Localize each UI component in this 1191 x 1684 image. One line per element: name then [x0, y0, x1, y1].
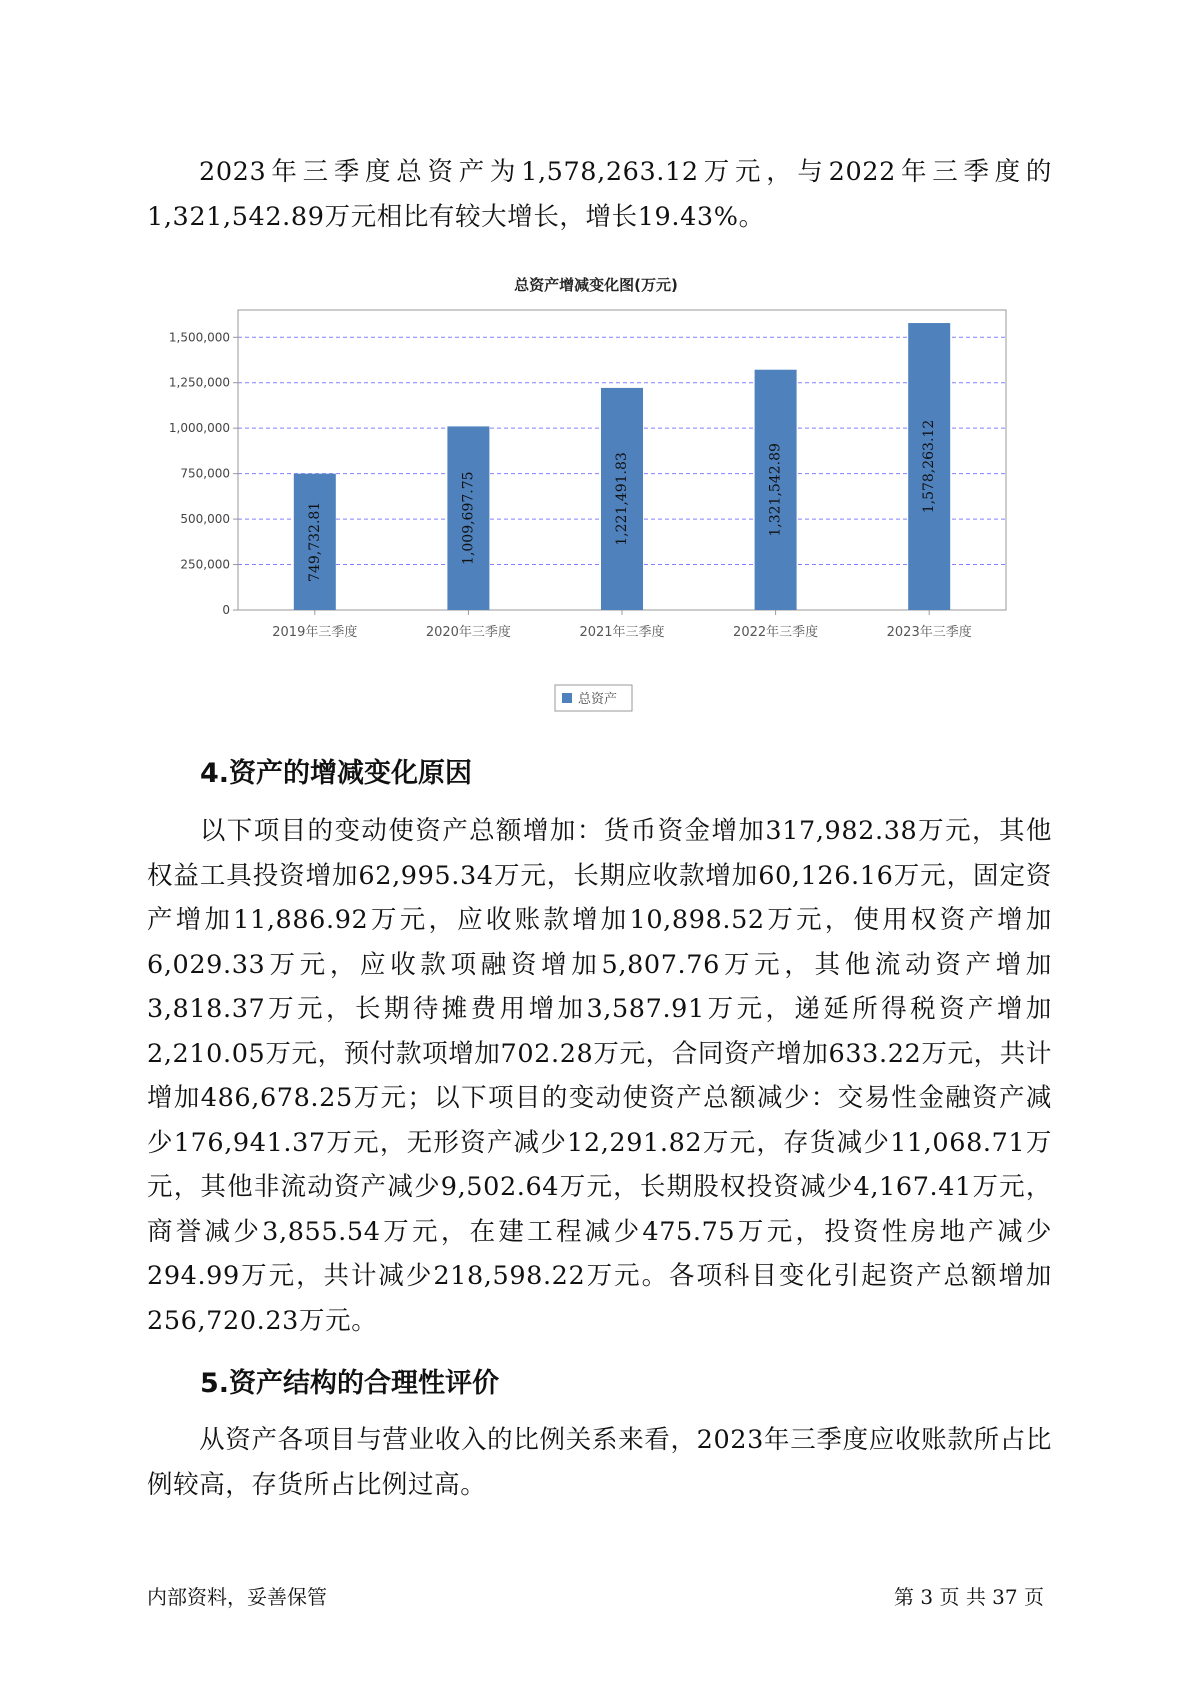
y-tick-label: 250,000	[180, 557, 230, 572]
y-tick-label: 750,000	[180, 466, 230, 481]
bar-data-label: 1,578,263.12	[921, 419, 938, 514]
y-axis	[169, 330, 238, 617]
bar-data-label: 1,321,542.89	[767, 443, 784, 537]
bar-data-label: 749,732.81	[306, 501, 323, 582]
x-tick-label: 2023年三季度	[886, 625, 972, 640]
legend-swatch	[562, 693, 572, 703]
bar-series	[294, 323, 950, 610]
x-tick-label: 2020年三季度	[425, 625, 511, 640]
footer-page-number: 第 3 页 共 37 页	[894, 1585, 1044, 1609]
bar-data-label: 1,009,697.75	[460, 471, 477, 565]
section-4-heading: 4.资产的增减变化原因	[200, 758, 473, 789]
y-tick-label: 500,000	[180, 512, 230, 527]
section-5-heading: 5.资产结构的合理性评价	[200, 1368, 500, 1399]
x-axis	[272, 610, 971, 640]
x-tick-label: 2021年三季度	[579, 625, 665, 640]
section-4-text: 以下项目的变动使资产总额增加：货币资金增加317,982.38万元，其他权益工具投资增加62,995.34万元，长期应收款增加60,126.16万元，固定资产增加11,886.92万元，应收账款增加10,898.52万元，使用权资产增加6,029.33万元，应收款项融资增加5,807.76万元，其他流动资产增加3,818.37万元，长期待摊费用增加3,587.91万元，递延所得税资产增加2,210.05万元，预付款项增加702.28万元，合同资产增加633.22万元，共计增加486,678.25万元；以下项目的变动使资产总额减少：交易性金融资产减少176,941.37万元，无形资产减少12,291.82万元，存货减少11,068.71万元，其他非流动资产减少9,502.64万元，长期股权投资减少4,167.41万元，商誉减少3,855.54万元，在建工程减少475.75万元，投资性房地产减少294.99万元，共计减少218,598.22万元。各项科目变化引起资产总额增加256,720.23万元。	[147, 816, 1052, 1336]
chart-legend	[555, 685, 632, 711]
x-tick-label: 2022年三季度	[733, 625, 819, 640]
y-tick-label: 1,250,000	[168, 375, 230, 390]
intro-paragraph	[147, 150, 1052, 239]
intro-text: 2023年三季度总资产为1,578,263.12万元，与2022年三季度的1,321,542.89万元相比有较大增长，增长19.43%。	[147, 157, 1052, 232]
section-4-paragraph	[147, 809, 1052, 1343]
section-5-paragraph	[147, 1418, 1052, 1507]
y-tick-label: 0	[222, 603, 230, 617]
legend-label: 总资产	[578, 692, 618, 707]
section-5-text: 从资产各项目与营业收入的比例关系来看，2023年三季度应收账款所占比例较高，存货所占比例过高。	[147, 1425, 1052, 1500]
x-tick-label: 2019年三季度	[272, 625, 358, 640]
y-tick-label: 1,000,000	[168, 421, 230, 436]
total-assets-bar-chart	[0, 260, 1191, 720]
chart-title: 总资产增减变化图(万元)	[514, 276, 678, 294]
bar-data-label: 1,221,491.83	[614, 452, 630, 546]
footer-confidential-note: 内部资料，妥善保管	[147, 1585, 327, 1609]
y-tick-label: 1,500,000	[168, 330, 230, 345]
